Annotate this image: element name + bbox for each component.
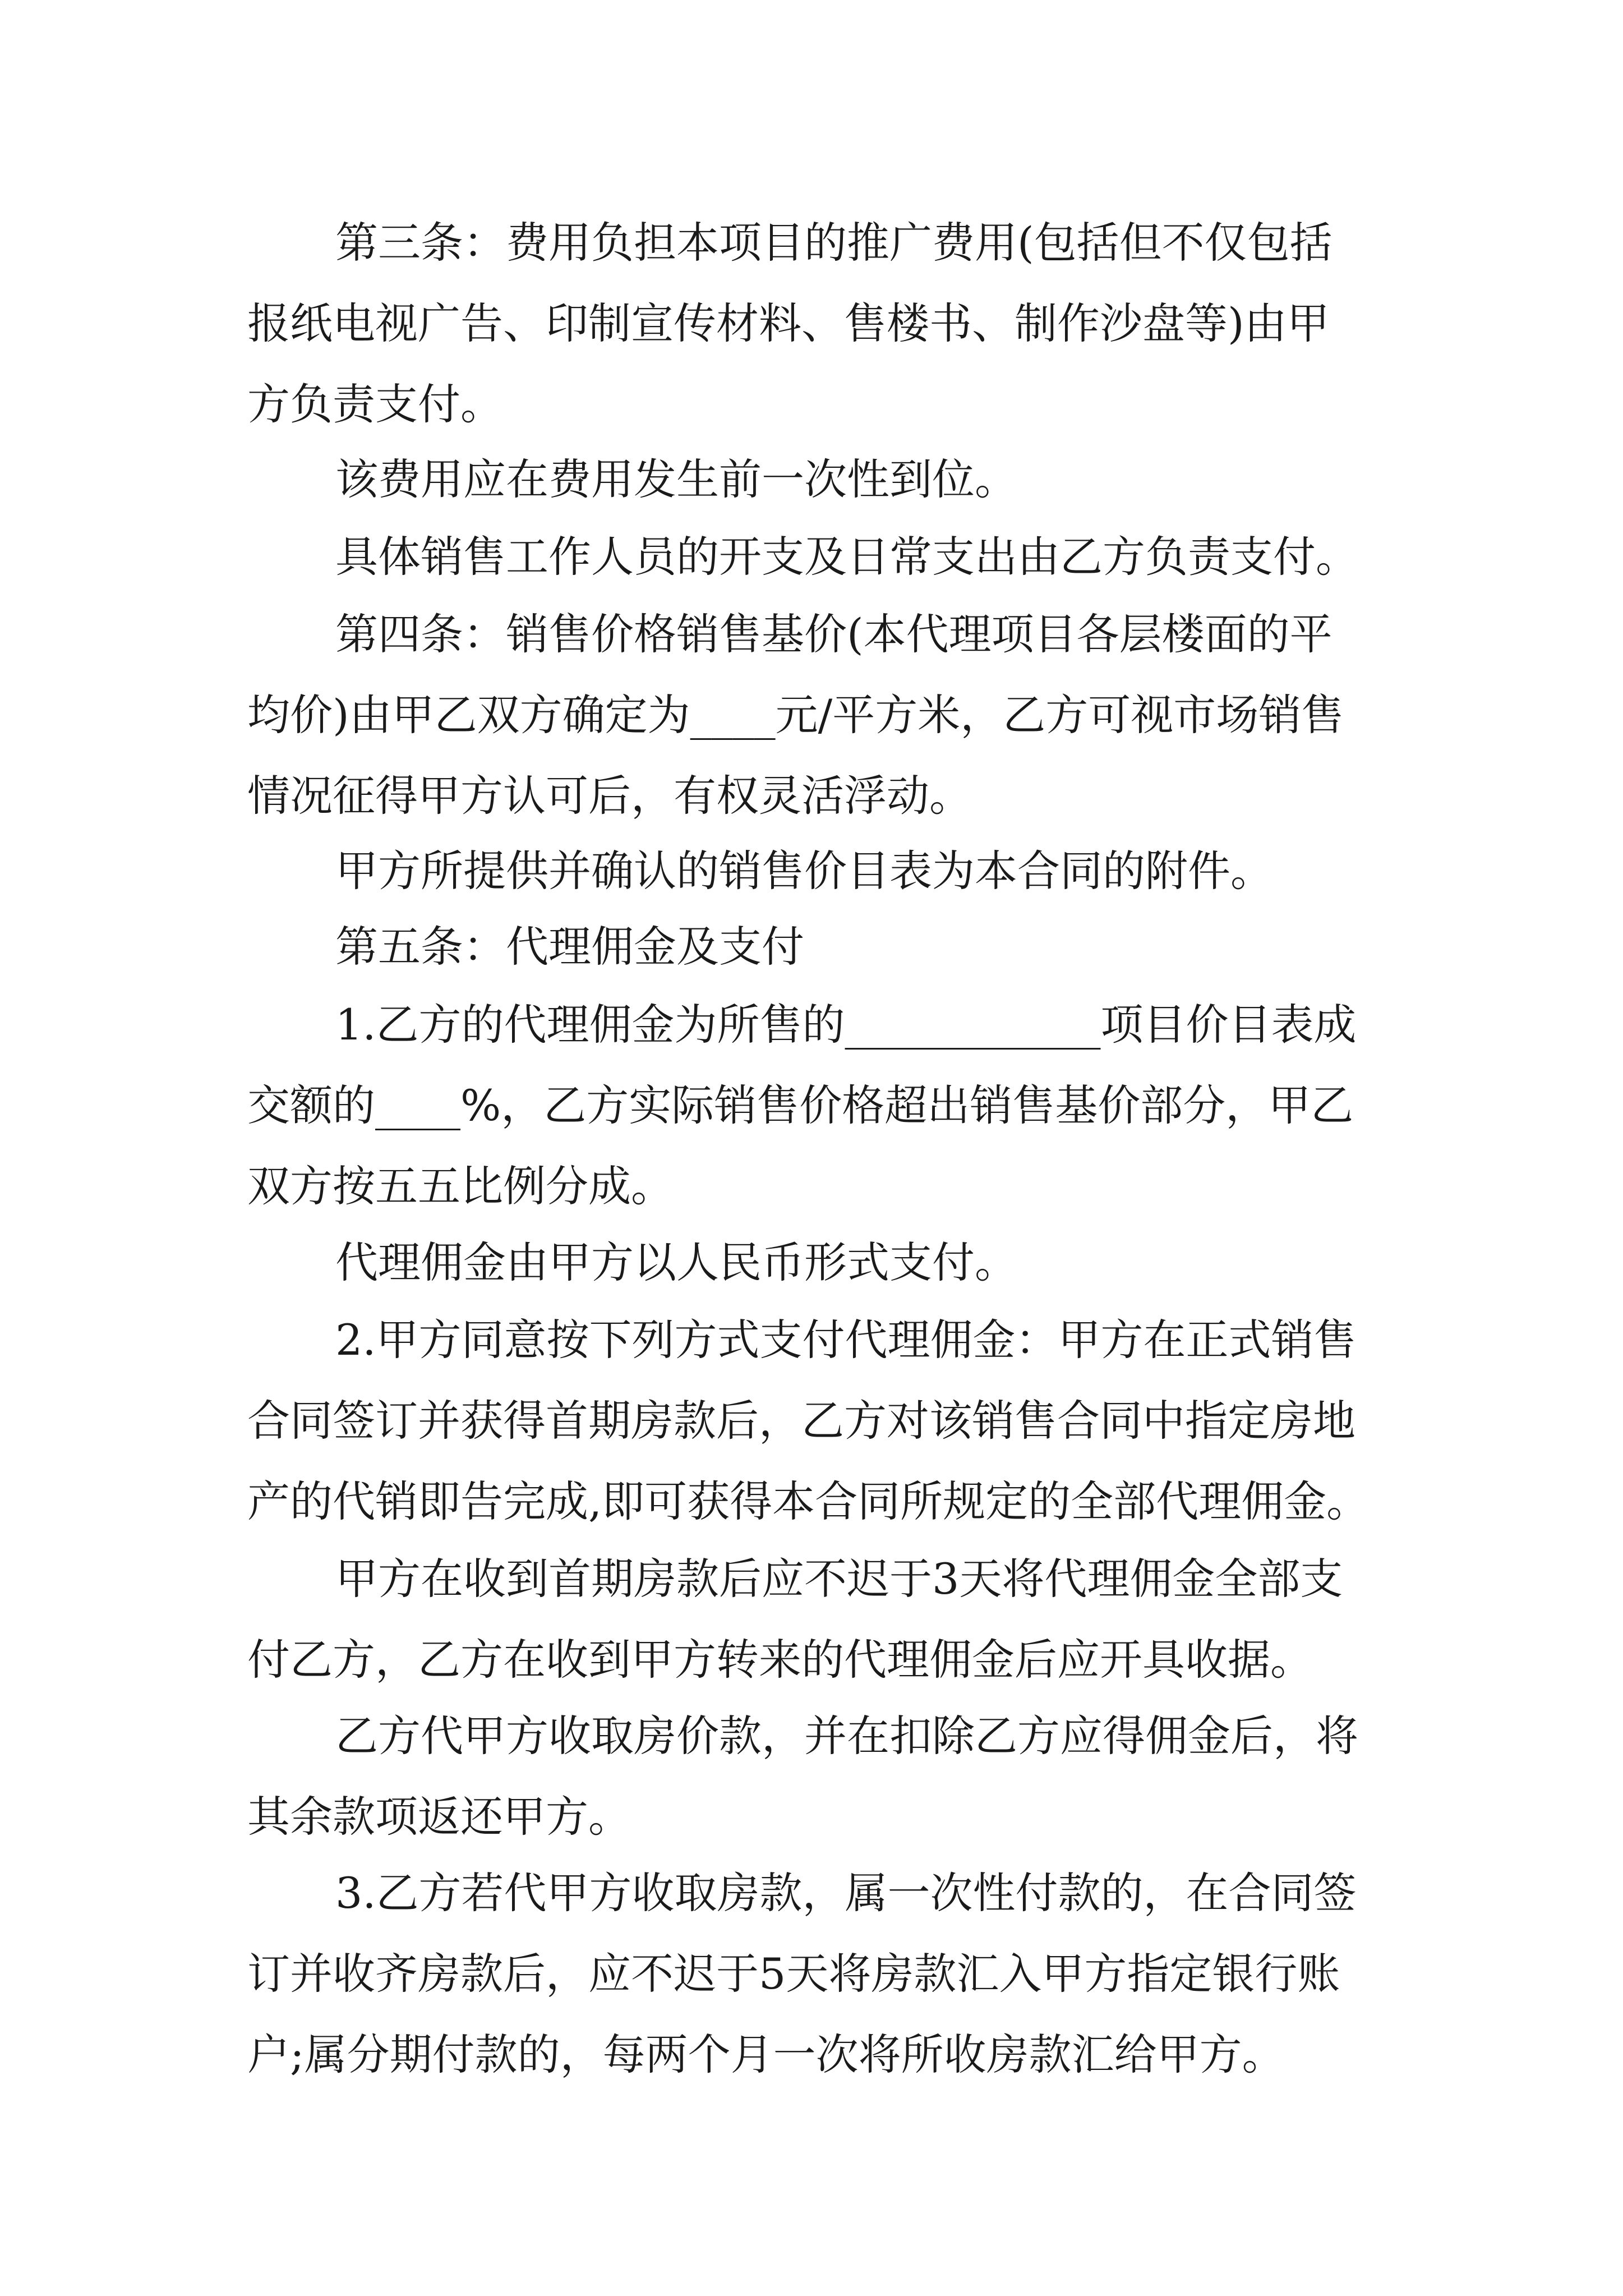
text-line	[0, 592, 1623, 677]
text-line	[0, 829, 1623, 913]
line-text: 合同签订并获得首期房款后，乙方对该销售合同中指定房地	[247, 1396, 1355, 1446]
line-text: 甲方在收到首期房款后应不迟于3天将代理佣金全部支	[335, 1554, 1343, 1604]
text-line	[0, 1460, 1623, 1544]
line-text: 3.乙方若代甲方收取房款，属一次性付款的，在合同签	[335, 1868, 1357, 1918]
text-line	[0, 983, 1623, 1067]
text-line	[0, 362, 1623, 447]
line-text: 具体销售工作人员的开支及日常支出由乙方负责支付。	[335, 532, 1358, 582]
line-text: 情况征得甲方认可后，有权灵活浮动。	[247, 771, 972, 821]
line-text: 其余款项返还甲方。	[247, 1792, 631, 1842]
text-line	[0, 1775, 1623, 1859]
line-text: 乙方代甲方收取房价款，并在扣除乙方应得佣金后，将	[335, 1711, 1358, 1761]
line-text: 报纸电视广告、印制宣传材料、售楼书、制作沙盘等)由甲	[247, 298, 1330, 348]
line-text: 第三条：费用负担本项目的推广费用(包括但不仅包括	[335, 218, 1332, 268]
text-line	[0, 1932, 1623, 2016]
text-line	[0, 673, 1623, 757]
text-line	[0, 754, 1623, 838]
line-text: 交额的____%，乙方实际销售价格超出销售基价部分，甲乙	[247, 1080, 1354, 1130]
text-line	[0, 1298, 1623, 1382]
line-text: 1.乙方的代理佣金为所售的____________项目价目表成	[335, 1000, 1357, 1050]
text-line	[0, 1618, 1623, 1702]
text-line	[0, 515, 1623, 599]
line-text: 产的代销即告完成,即可获得本合同所规定的全部代理佣金。	[247, 1476, 1370, 1526]
text-line	[0, 1851, 1623, 1935]
text-line	[0, 201, 1623, 285]
text-line	[0, 1064, 1623, 1148]
line-text: 双方按五五比例分成。	[247, 1161, 674, 1211]
text-line	[0, 1379, 1623, 1463]
line-text: 代理佣金由甲方以人民币形式支付。	[335, 1237, 1017, 1287]
line-text: 2.甲方同意按下列方式支付代理佣金：甲方在正式销售	[335, 1315, 1357, 1365]
text-line	[0, 1537, 1623, 1621]
text-line	[0, 1221, 1623, 1305]
line-text: 甲方所提供并确认的销售价目表为本合同的附件。	[335, 846, 1273, 896]
text-line	[0, 282, 1623, 366]
line-text: 付乙方，乙方在收到甲方转来的代理佣金后应开具收据。	[247, 1635, 1313, 1685]
line-text: 方负责支付。	[247, 379, 503, 429]
text-line	[0, 1144, 1623, 1228]
line-text: 均价)由甲乙双方确定为____元/平方米，乙方可视市场销售	[247, 690, 1344, 740]
line-text: 该费用应在费用发生前一次性到位。	[335, 454, 1017, 504]
line-text: 第五条：代理佣金及支付	[335, 922, 804, 972]
line-text: 第四条：销售价格销售基价(本代理项目各层楼面的平	[335, 609, 1332, 659]
text-line	[0, 2013, 1623, 2097]
text-line	[0, 438, 1623, 522]
text-line	[0, 905, 1623, 989]
text-line	[0, 1694, 1623, 1778]
line-text: 订并收齐房款后，应不迟于5天将房款汇入甲方指定银行账	[247, 1949, 1340, 1999]
line-text: 户;属分期付款的，每两个月一次将所收房款汇给甲方。	[247, 2030, 1285, 2079]
